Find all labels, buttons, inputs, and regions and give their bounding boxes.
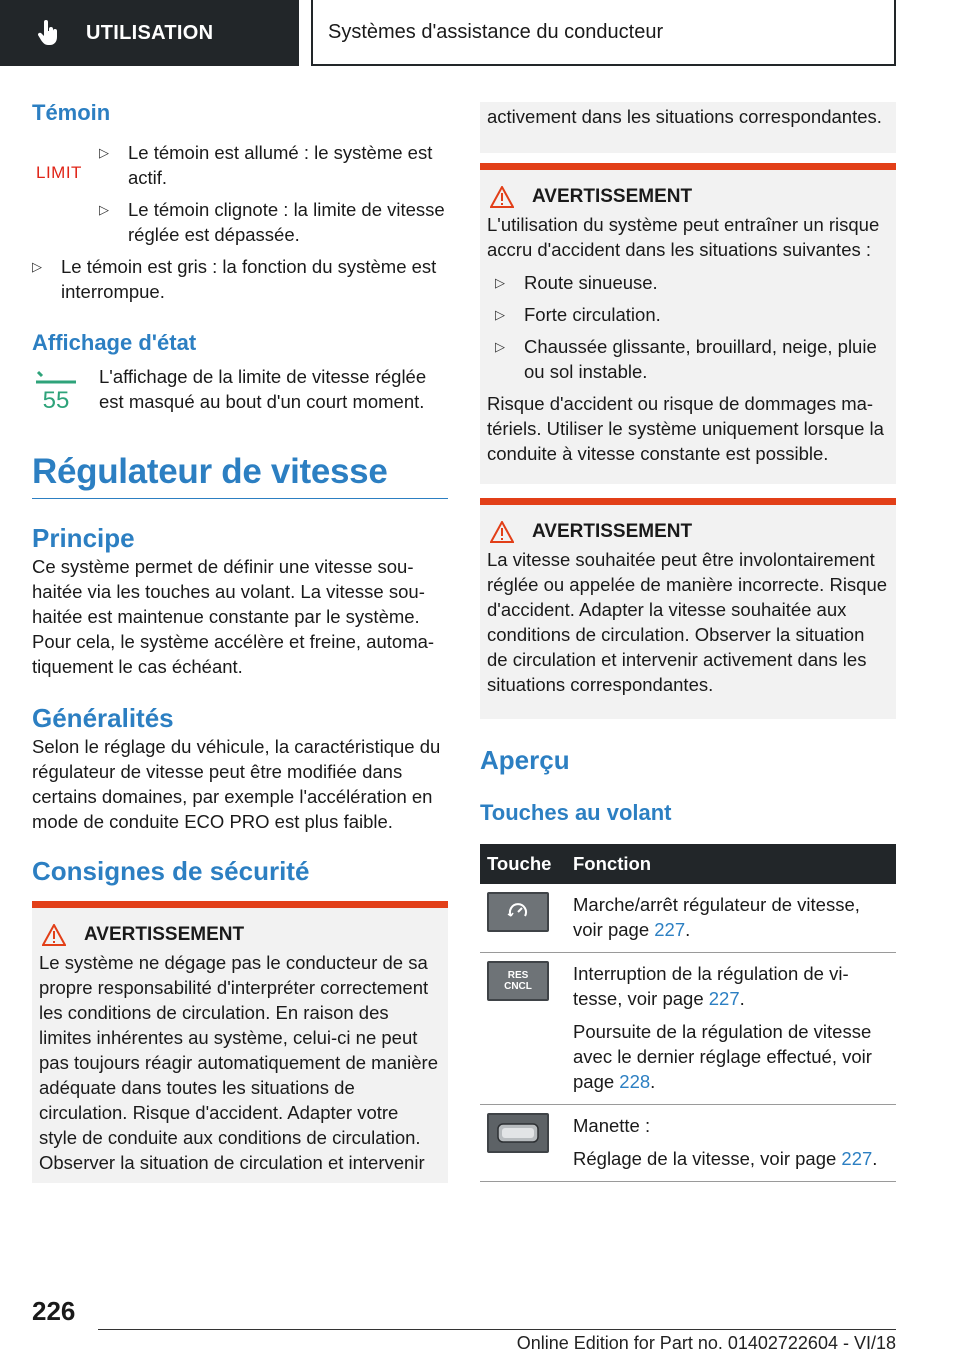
regulateur-heading: Régulateur de vitesse <box>32 452 388 491</box>
list-item: ▷ Chaussée glissante, brouillard, neige, pluie ou sol instable. <box>495 334 888 384</box>
warning-label: AVERTISSEMENT <box>532 521 693 542</box>
page-link[interactable]: 228 <box>619 1071 651 1092</box>
page-link[interactable]: 227 <box>654 919 686 940</box>
apercu-heading: Aperçu <box>480 745 570 775</box>
warning-triangle-icon <box>490 521 514 543</box>
temoin-list <box>99 140 448 247</box>
res-cncl-icon: RES CNCL <box>487 961 549 1001</box>
warning-triangle-icon <box>42 924 66 946</box>
principe-text: Ce système permet de définir une vitesse souhaitée via les touches au volant. La vitesse souhaitée est maintenue constante par le système. Pour cela, le système accélère et freine, automatiquement le cas échéant. <box>32 556 435 677</box>
warning-continuation <box>480 102 896 153</box>
warning-intro: L'utilisation du système peut entraîner un risque accru d'accident dans les situations suivantes : <box>487 214 880 260</box>
table-row: Marche/arrêt régulateur de vitesse, voir page 227. <box>480 884 896 953</box>
cruise-onoff-icon <box>487 892 549 932</box>
affichage-text: L'affichage de la limite de vitesse réglée est masqué au bout d'un court moment. <box>99 366 427 412</box>
key-function-text: Marche/arrêt régulateur de vitesse, voir page <box>573 894 860 940</box>
list-item: ▷ Forte circulation. <box>495 302 888 327</box>
col-header-function: Fonction <box>566 844 896 884</box>
rocker-switch-icon <box>487 1113 549 1153</box>
speed-limit-number: 55 <box>42 387 70 412</box>
warning-box <box>480 498 896 719</box>
list-item: ▷ Le témoin est gris : la fonction du système est interrompue. <box>32 254 448 304</box>
table-header-row <box>480 844 896 884</box>
warning-text: La vitesse souhaitée peut être involontairement réglée ou appelée de manière incorrecte. Risque d'accident. Adapter la vitesse souhaitée aux conditions de circulation. Observer la situation de circulation et intervenir activement dans les situations correspondantes. <box>487 549 888 695</box>
right-column <box>480 102 896 1182</box>
touches-heading: Touches au volant <box>480 800 672 825</box>
edition-text: Online Edition for Part no. 01402722604 - VI/18 <box>516 1333 896 1353</box>
warning-box <box>480 163 896 484</box>
key-function-text: Réglage de la vitesse, voir page <box>573 1148 842 1169</box>
list-item: ▷ Le témoin est allumé : le système est actif. <box>99 140 448 190</box>
chapter-title: Systèmes d'assistance du conducteur <box>311 0 896 66</box>
speed-limit-display-icon <box>34 370 78 412</box>
limit-indicator-icon: LIMIT <box>36 163 82 182</box>
page-header <box>0 0 960 66</box>
section-title: UTILISATION <box>86 21 214 44</box>
left-column <box>32 100 448 1183</box>
temoin-heading: Témoin <box>32 100 111 125</box>
footer-divider <box>98 1329 896 1330</box>
affichage-heading: Affichage d'état <box>32 330 197 355</box>
principe-heading: Principe <box>32 523 135 553</box>
generalites-heading: Généralités <box>32 703 174 733</box>
warning-label: AVERTISSEMENT <box>84 924 245 945</box>
consignes-heading: Consignes de sécurité <box>32 856 310 886</box>
warning-outro: Risque d'accident ou risque de dommages matériels. Utiliser le système uniquement lorsque la conduite à vitesse constante est possible. <box>487 393 884 464</box>
list-item: ▷ Route sinueuse. <box>495 270 888 295</box>
warning-text-cont: activement dans les situations correspondantes. <box>487 106 882 127</box>
warning-triangle-icon <box>490 186 514 208</box>
key-function-text: Poursuite de la régulation de vitesse avec le dernier réglage effectué, voir page <box>573 1021 872 1092</box>
warning-text: Le système ne dégage pas le conducteur de sa propre responsabilité d'interpréter correctement les conditions de circulation. En raison des limites inhérentes au système, celui-ci ne peut pas toujours réagir automatiquement de manière adéquate dans toutes les situations de circulation. Risque d'accident. Adapter votre style de conduite aux conditions de circulation. Observer la situation de circulation et intervenir <box>39 952 439 1173</box>
page-link[interactable]: 227 <box>841 1148 873 1169</box>
table-row: RES CNCL Interruption de la régulation de vitesse, voir page 227. Poursuite de la régulation de vitesse avec le dernier réglage effectué, voir page 228. <box>480 953 896 1105</box>
list-item: ▷ Le témoin clignote : la limite de vitesse réglée est dépassée. <box>99 197 448 247</box>
page-number: 226 <box>32 1296 76 1326</box>
warning-list <box>495 270 888 384</box>
warning-box <box>32 901 448 1183</box>
page-link[interactable]: 227 <box>708 988 740 1009</box>
key-function-text: Manette : <box>573 1115 651 1136</box>
hand-pointer-icon <box>38 20 60 46</box>
key-function-text: Interruption de la régulation de vitesse, voir page <box>573 963 849 1009</box>
temoin-grey-list <box>32 254 448 304</box>
col-header-key: Touche <box>480 844 566 884</box>
table-row: Manette : Réglage de la vitesse, voir page 227. <box>480 1105 896 1182</box>
keys-table <box>480 844 896 1182</box>
warning-label: AVERTISSEMENT <box>532 186 693 207</box>
section-tab <box>0 0 299 66</box>
generalites-text: Selon le réglage du véhicule, la caractéristique du régulateur de vitesse peut être modifiée dans certains domaines, par exemple l'accélération en mode de conduite ECO PRO est plus faible. <box>32 736 441 832</box>
